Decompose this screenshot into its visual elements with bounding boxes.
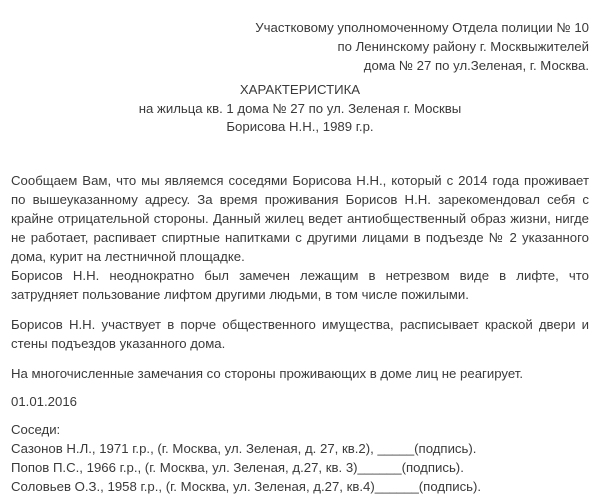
document-title: ХАРАКТЕРИСТИКА [239,82,361,97]
signer-entry: Попов П.С., 1966 г.р., (г. Москва, ул. Зеленая, д.27, кв. 3)______(подпись). [11,460,464,475]
addressee-line-2: по Ленинскому району г. Москвыжителей [337,39,589,54]
document-subtitle: на жильца кв. 1 дома № 27 по ул. Зеленая г. Москвы [138,100,462,116]
addressee-line-3: дома № 27 по ул.Зеленая, г. Москва. [363,58,589,73]
addressee-block [255,18,589,75]
signer-entry: Соловьев О.З., 1958 г.р., (г. Москва, ул. Зеленая, д.27, кв.4)______(подпись). [11,479,482,494]
document-header [0,81,600,137]
signer-entry: Сазонов Н.Л., 1971 г.р., (г. Москва, ул. Зеленая, д. 27, кв.2), _____(подпись). [11,441,477,456]
signers-block [11,420,481,496]
paragraph-3: Борисов Н.Н. участвует в порче общественного имущества, расписывает краской двери и стены подъездов указанного дома. [11,317,589,351]
document-date: 01.01.2016 [11,394,78,409]
paragraph-4: На многочисленные замечания со стороны проживающих в доме лиц не реагирует. [11,366,524,381]
signers-heading: Соседи: [11,422,61,437]
subject-person: Борисова Н.Н., 1989 г.р. [226,119,374,134]
addressee-line-1: Участковому уполномоченному Отдела полиции № 10 [255,20,589,35]
paragraph-1: Сообщаем Вам, что мы являемся соседями Борисова Н.Н., который с 2014 года проживает по вышеуказанному адресу. За время проживания Борисов Н.Н. зарекомендовал себя с крайне отрицательной стороны. Данный жилец ведет антиобщественный образ жизни, нигде не работает, распивает спиртные напитками с другими лицами в подъезде № 2 указанного дома, курит на лестничной площадке. [11,173,589,264]
paragraph-2: Борисов Н.Н. неоднократно был замечен лежащим в нетрезвом виде в лифте, что затрудняет пользование лифтом другими людьми, в том числе пожилыми. [11,268,589,302]
